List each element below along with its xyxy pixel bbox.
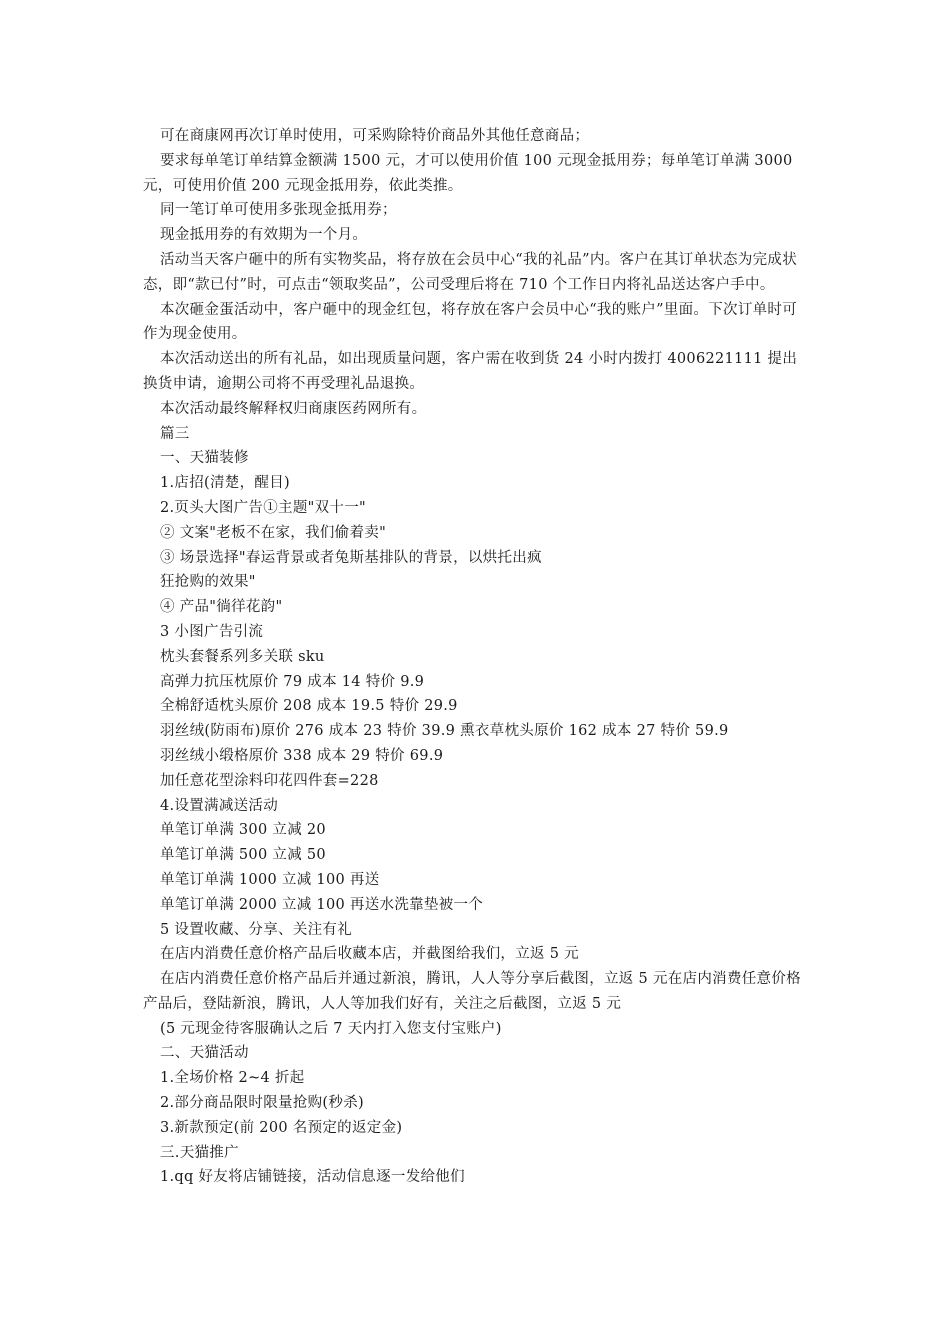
paragraph: 现金抵用券的有效期为一个月。 (160, 227, 368, 244)
list-item: ④ 产品"徜徉花韵" (160, 599, 283, 616)
list-item: 在店内消费任意价格产品后收藏本店，并截图给我们，立返 5 元 (160, 946, 579, 963)
list-item: 羽丝绒小缎格原价 338 成本 29 特价 69.9 (160, 747, 444, 764)
list-item: 狂抢购的效果" (160, 574, 256, 591)
paragraph: 本次砸金蛋活动中，客户砸中的现金红包，将存放在客户会员中心“我的账户”里面。下次订单时可作为现金使用。 (143, 301, 798, 343)
paragraph: 本次活动最终解释权归商康医药网所有。 (160, 400, 427, 417)
paragraph: 要求每单笔订单结算金额满 1500 元，才可以使用价值 100 元现金抵用券；每单笔订单满 3000 元，可使用价值 200 元现金抵用券，依此类推。 (143, 152, 793, 194)
list-item: 单笔订单满 2000 立减 100 再送水洗靠垫被一个 (160, 896, 484, 913)
section-heading: 篇三 (160, 425, 190, 442)
paragraph: 可在商康网再次订单时使用，可采购除特价商品外其他任意商品； (160, 128, 590, 144)
section-heading: 三.天猫推广 (160, 1144, 239, 1161)
list-item: 单笔订单满 1000 立减 100 再送 (160, 871, 380, 888)
list-item: 单笔订单满 500 立减 50 (160, 847, 326, 864)
list-item: 单笔订单满 300 立减 20 (160, 822, 326, 839)
list-item: 枕头套餐系列多关联 sku (160, 648, 325, 665)
list-item: 3.新款预定(前 200 名预定的返定金) (160, 1119, 403, 1136)
paragraph: 本次活动送出的所有礼品，如出现质量问题，客户需在收到货 24 小时内拨打 4006221111 提出换货申请，逾期公司将不再受理礼品退换。 (143, 351, 798, 392)
list-item: 1.qq 好友将店铺链接，活动信息逐一发给他们 (160, 1169, 465, 1186)
paragraph: 活动当天客户砸中的所有实物奖品，将存放在会员中心“我的礼品”内。客户在其订单状态为完成状态，即“款已付”时，可点击“领取奖品”，公司受理后将在 710 个工作日内将礼品送达客户手中。 (143, 251, 798, 293)
list-item: 5 设置收藏、分享、关注有礼 (160, 921, 353, 938)
list-item: 1.全场价格 2~4 折起 (160, 1070, 305, 1087)
list-item: (5 元现金待客服确认之后 7 天内打入您支付宝账户) (160, 1020, 502, 1037)
list-item: 加任意花型涂料印花四件套=228 (160, 772, 379, 789)
list-item: 全棉舒适枕头原价 208 成本 19.5 特价 29.9 (160, 698, 458, 715)
list-item: 高弹力抗压枕原价 79 成本 14 特价 9.9 (160, 673, 425, 690)
list-item: ③ 场景选择"春运背景或者兔斯基排队的背景，以烘托出疯 (160, 549, 542, 566)
list-item: ② 文案"老板不在家，我们偷着卖" (160, 524, 387, 541)
list-item: 羽丝绒(防雨布)原价 276 成本 23 特价 39.9 熏衣草枕头原价 162 成本 27 特价 59.9 (160, 723, 729, 740)
paragraph: 同一笔订单可使用多张现金抵用券； (160, 202, 397, 219)
list-item: 2.部分商品限时限量抢购(秒杀) (160, 1095, 364, 1112)
list-item: 2.页头大图广告①主题"双十一" (160, 499, 366, 516)
list-item: 在店内消费任意价格产品后并通过新浪，腾讯，人人等分享后截图，立返 5 元在店内消费任意价格产品后，登陆新浪，腾讯，人人等加我们好有，关注之后截图，立返 5 元 (143, 971, 801, 1012)
list-item: 1.店招(清楚，醒目) (160, 475, 290, 492)
section-heading: 二、天猫活动 (160, 1045, 249, 1062)
list-item: 3 小图广告引流 (160, 623, 264, 640)
document-body (143, 124, 811, 1190)
list-item: 4.设置满减送活动 (160, 797, 279, 814)
section-heading: 一、天猫装修 (160, 450, 249, 467)
